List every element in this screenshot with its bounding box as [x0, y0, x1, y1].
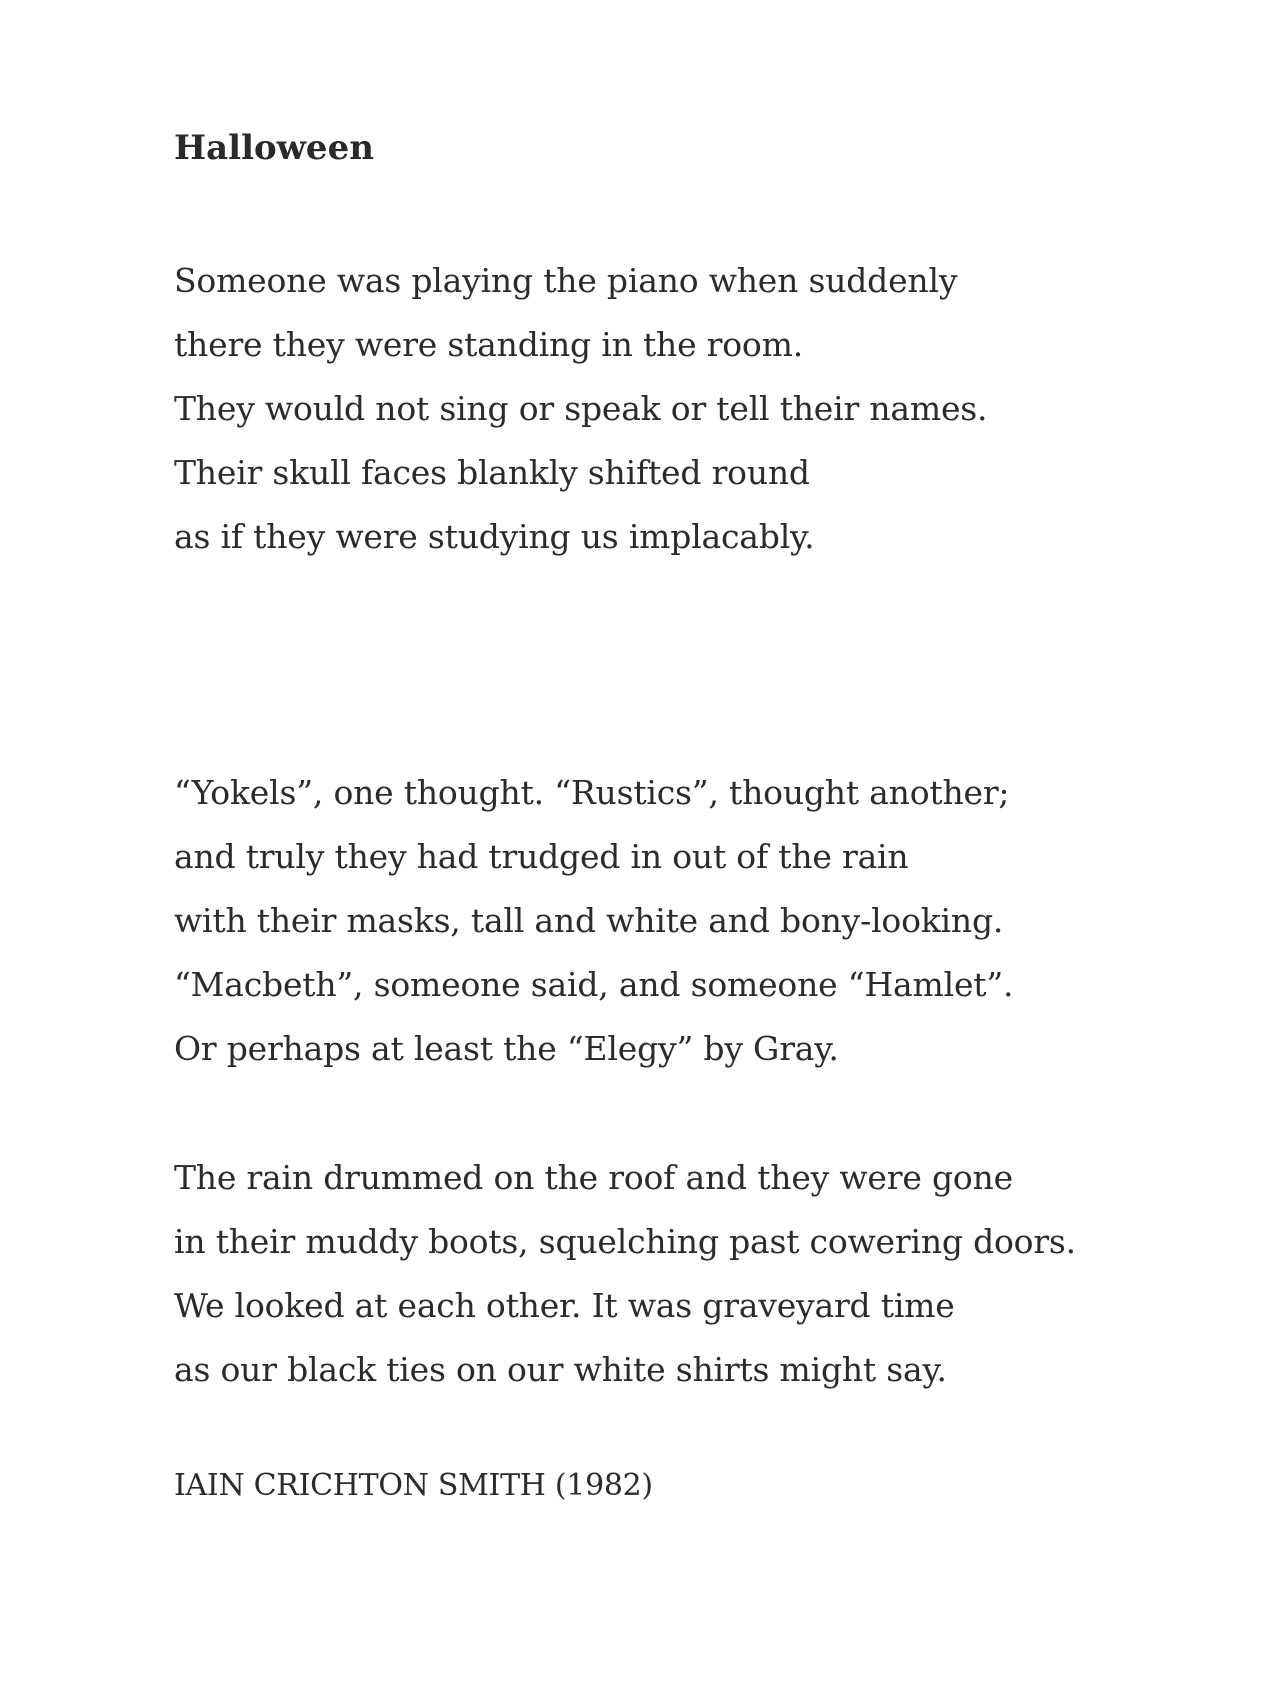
poem-page [174, 128, 1174, 1503]
poem-line: and truly they had trudged in out of the rain [174, 837, 909, 876]
poem-line: We looked at each other. It was graveyard time [174, 1286, 955, 1325]
poem-line: there they were standing in the room. [174, 325, 803, 364]
poem-line: Someone was playing the piano when suddenly [174, 261, 958, 300]
poem-line: The rain drummed on the roof and they were gone [174, 1158, 1013, 1197]
stanza-2 [174, 761, 1013, 1081]
poem-line: “Macbeth”, someone said, and someone “Hamlet”. [174, 965, 1014, 1004]
poem-line: Or perhaps at least the “Elegy” by Gray. [174, 1029, 839, 1068]
poem-line: Their skull faces blankly shifted round [174, 453, 810, 492]
poem-attribution: IAIN CRICHTON SMITH (1982) [174, 1468, 653, 1503]
poem-line: as if they were studying us implacably. [174, 517, 815, 556]
poem-title: Halloween [174, 128, 374, 168]
poem-line: as our black ties on our white shirts might say. [174, 1350, 947, 1389]
poem-line: with their masks, tall and white and bony-looking. [174, 901, 1004, 940]
stanza-1 [174, 249, 987, 569]
poem-line: They would not sing or speak or tell their names. [174, 389, 988, 428]
poem-line: “Yokels”, one thought. “Rustics”, thought another; [174, 773, 1010, 812]
poem-line: in their muddy boots, squelching past cowering doors. [174, 1222, 1076, 1261]
stanza-3 [174, 1146, 1076, 1402]
